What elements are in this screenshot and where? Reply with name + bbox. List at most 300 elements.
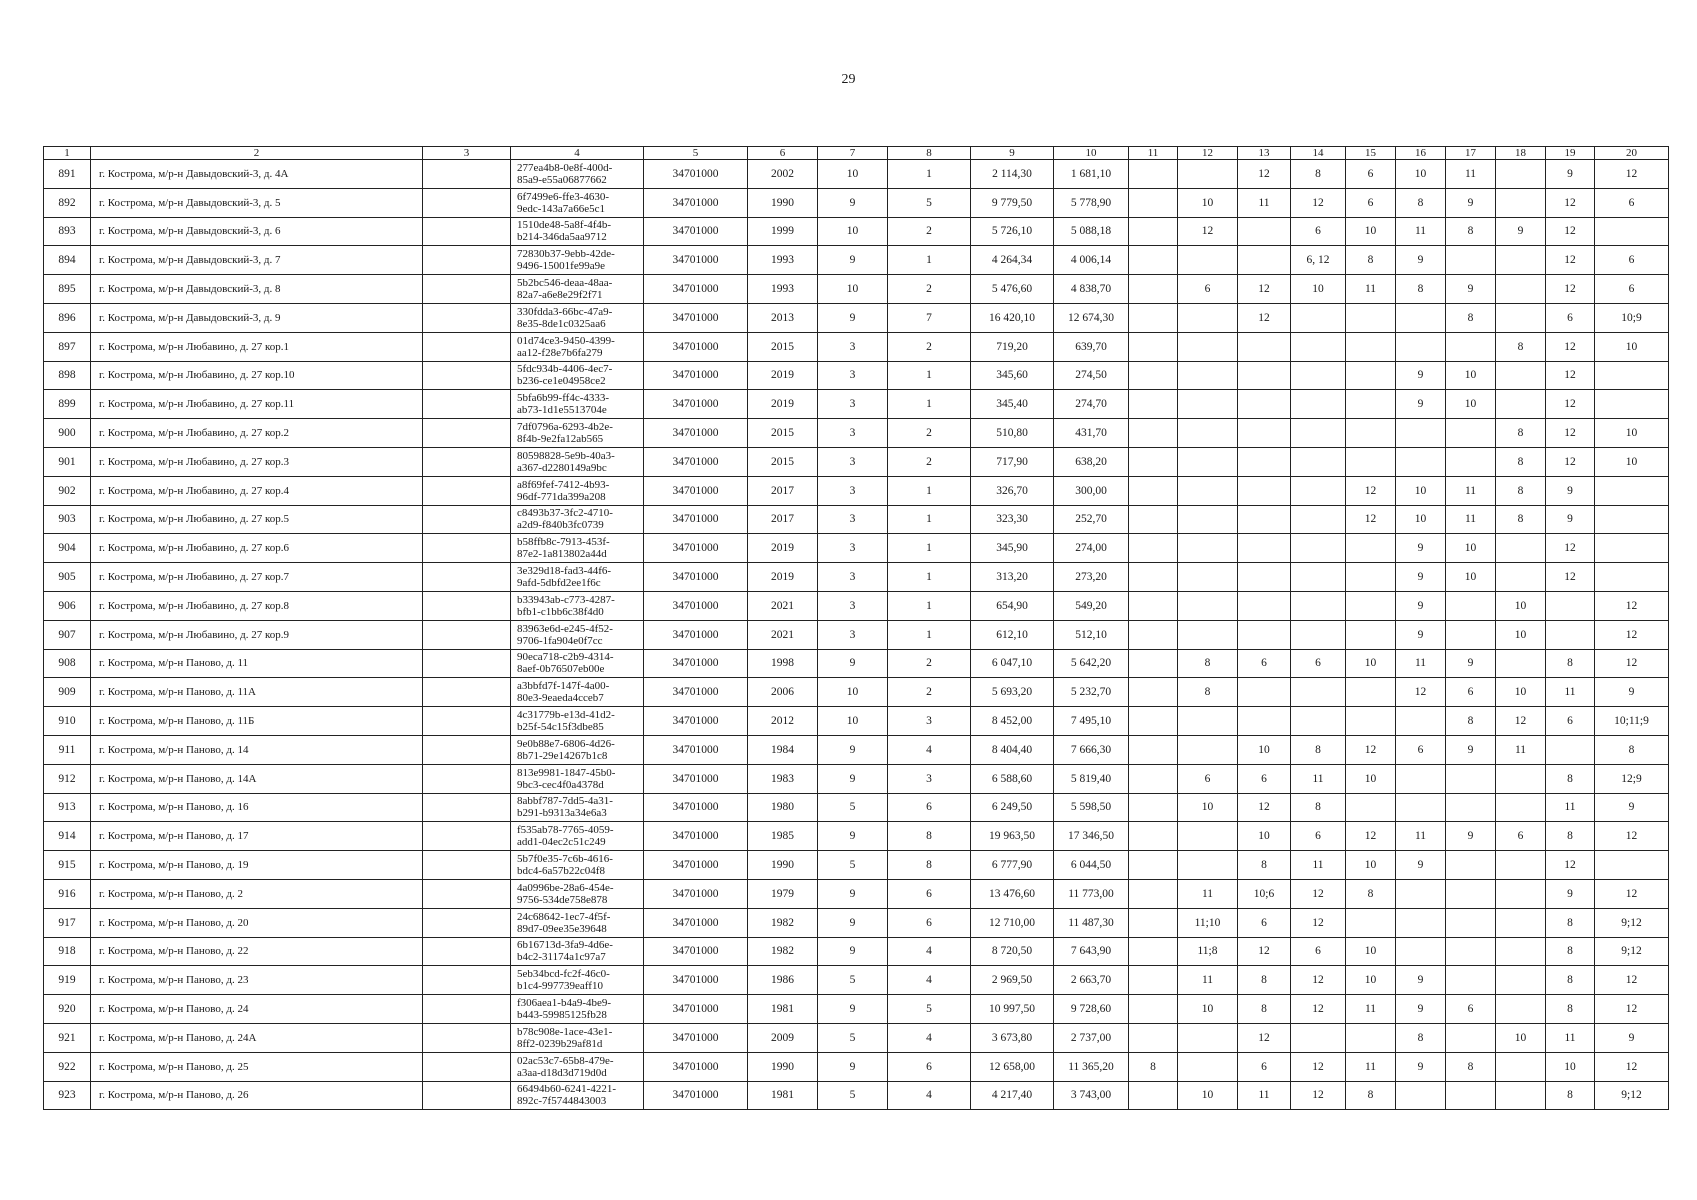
column-12-cell <box>1178 303 1238 332</box>
column-17-cell <box>1446 591 1496 620</box>
column-12-cell: 11 <box>1178 966 1238 995</box>
column-18-cell <box>1496 160 1546 189</box>
row-number: 919 <box>44 966 91 995</box>
address-cell: г. Кострома, м/р-н Паново, д. 17 <box>91 822 423 851</box>
column-17-cell: 9 <box>1446 188 1496 217</box>
guid-cell <box>511 851 644 880</box>
column-15-cell <box>1346 908 1396 937</box>
column-11-cell <box>1129 591 1178 620</box>
row-number: 902 <box>44 476 91 505</box>
column-14-cell <box>1291 620 1346 649</box>
table-row <box>44 217 1669 246</box>
column-15-cell <box>1346 447 1396 476</box>
floors-cell: 9 <box>818 879 888 908</box>
column-13-cell <box>1238 246 1291 275</box>
column-18-cell <box>1496 1081 1546 1110</box>
table-row <box>44 879 1669 908</box>
total-area-cell: 313,20 <box>971 563 1054 592</box>
column-16-cell: 8 <box>1396 275 1446 304</box>
guid-line: 4a0996be-28a6-454e- <box>517 881 614 894</box>
column-13-cell: 10 <box>1238 822 1291 851</box>
column-16-cell: 10 <box>1396 505 1446 534</box>
column-17-cell: 10 <box>1446 534 1496 563</box>
row-number: 897 <box>44 332 91 361</box>
column-16-cell: 9 <box>1396 995 1446 1024</box>
guid-cell <box>511 822 644 851</box>
total-area-cell: 323,30 <box>971 505 1054 534</box>
column-8-cell: 4 <box>888 937 971 966</box>
column-14-cell: 10 <box>1291 275 1346 304</box>
table-row <box>44 908 1669 937</box>
column-3-cell <box>423 563 511 592</box>
guid-line: 66494b60-6241-4221- <box>517 1083 616 1096</box>
guid-line: 277ea4b8-0e8f-400d- <box>517 161 613 174</box>
guid-line: 892c-7f5744843003 <box>517 1095 607 1108</box>
row-number: 907 <box>44 620 91 649</box>
total-area-cell: 8 404,40 <box>971 735 1054 764</box>
guid-line: 5fdc934b-4406-4ec7- <box>517 363 613 376</box>
column-18-cell <box>1496 303 1546 332</box>
guid-line: 02ac53c7-65b8-479e- <box>517 1054 614 1067</box>
guid-line: 6f7499e6-ffe3-4630- <box>517 190 610 203</box>
table-row <box>44 275 1669 304</box>
address-cell: г. Кострома, м/р-н Паново, д. 16 <box>91 793 423 822</box>
column-17-cell: 9 <box>1446 735 1496 764</box>
guid-line: a367-d2280149a9bc <box>517 461 607 474</box>
living-area-cell: 11 487,30 <box>1054 908 1129 937</box>
column-11-cell <box>1129 275 1178 304</box>
guid-cell <box>511 793 644 822</box>
address-cell: г. Кострома, м/р-н Паново, д. 22 <box>91 937 423 966</box>
living-area-cell: 5 598,50 <box>1054 793 1129 822</box>
row-number: 908 <box>44 649 91 678</box>
column-8-cell: 4 <box>888 966 971 995</box>
column-11-cell <box>1129 1023 1178 1052</box>
year-cell: 1982 <box>748 908 818 937</box>
total-area-cell: 326,70 <box>971 476 1054 505</box>
oktmo-cell: 34701000 <box>644 217 748 246</box>
column-18-cell <box>1496 764 1546 793</box>
column-17-cell <box>1446 1023 1496 1052</box>
column-17-cell <box>1446 937 1496 966</box>
column-header-15: 15 <box>1346 147 1396 160</box>
column-8-cell: 1 <box>888 160 971 189</box>
address-cell: г. Кострома, м/р-н Любавино, д. 27 кор.5 <box>91 505 423 534</box>
floors-cell: 3 <box>818 620 888 649</box>
column-20-cell <box>1595 563 1669 592</box>
oktmo-cell: 34701000 <box>644 476 748 505</box>
column-11-cell <box>1129 390 1178 419</box>
column-12-cell <box>1178 332 1238 361</box>
column-11-cell <box>1129 160 1178 189</box>
row-number: 909 <box>44 678 91 707</box>
guid-line: ab73-1d1e5513704e <box>517 404 607 417</box>
column-20-cell: 9;12 <box>1595 908 1669 937</box>
column-19-cell: 12 <box>1546 361 1595 390</box>
column-8-cell: 2 <box>888 419 971 448</box>
column-13-cell <box>1238 332 1291 361</box>
column-8-cell: 2 <box>888 275 971 304</box>
column-19-cell: 12 <box>1546 275 1595 304</box>
column-11-cell <box>1129 332 1178 361</box>
column-11-cell <box>1129 563 1178 592</box>
floors-cell: 3 <box>818 563 888 592</box>
total-area-cell: 12 658,00 <box>971 1052 1054 1081</box>
guid-line: b1c4-997739eaff10 <box>517 980 603 993</box>
column-18-cell: 8 <box>1496 419 1546 448</box>
column-header-10: 10 <box>1054 147 1129 160</box>
oktmo-cell: 34701000 <box>644 764 748 793</box>
column-17-cell: 10 <box>1446 390 1496 419</box>
column-20-cell: 6 <box>1595 275 1669 304</box>
total-area-cell: 6 777,90 <box>971 851 1054 880</box>
guid-line: 90eca718-c2b9-4314- <box>517 651 614 664</box>
column-13-cell: 12 <box>1238 1023 1291 1052</box>
column-8-cell: 2 <box>888 649 971 678</box>
column-13-cell: 8 <box>1238 995 1291 1024</box>
table-row <box>44 1023 1669 1052</box>
column-3-cell <box>423 447 511 476</box>
oktmo-cell: 34701000 <box>644 822 748 851</box>
column-15-cell: 10 <box>1346 764 1396 793</box>
column-15-cell: 12 <box>1346 505 1396 534</box>
column-8-cell: 1 <box>888 505 971 534</box>
column-17-cell: 11 <box>1446 160 1496 189</box>
living-area-cell: 252,70 <box>1054 505 1129 534</box>
column-19-cell: 12 <box>1546 390 1595 419</box>
address-cell: г. Кострома, м/р-н Любавино, д. 27 кор.6 <box>91 534 423 563</box>
row-number: 916 <box>44 879 91 908</box>
table-row <box>44 620 1669 649</box>
column-3-cell <box>423 303 511 332</box>
year-cell: 1982 <box>748 937 818 966</box>
column-16-cell <box>1396 793 1446 822</box>
column-16-cell: 8 <box>1396 188 1446 217</box>
page-number: 29 <box>841 72 856 87</box>
column-20-cell: 12 <box>1595 591 1669 620</box>
row-number: 891 <box>44 160 91 189</box>
column-12-cell <box>1178 447 1238 476</box>
column-14-cell: 6, 12 <box>1291 246 1346 275</box>
column-3-cell <box>423 332 511 361</box>
oktmo-cell: 34701000 <box>644 361 748 390</box>
table-row <box>44 735 1669 764</box>
total-area-cell: 5 476,60 <box>971 275 1054 304</box>
column-8-cell: 2 <box>888 332 971 361</box>
column-3-cell <box>423 217 511 246</box>
column-8-cell: 1 <box>888 246 971 275</box>
column-header-2: 2 <box>91 147 423 160</box>
year-cell: 2015 <box>748 447 818 476</box>
guid-line: a2d9-f840b3fc0739 <box>517 519 604 532</box>
living-area-cell: 7 643,90 <box>1054 937 1129 966</box>
column-15-cell <box>1346 419 1396 448</box>
row-number: 903 <box>44 505 91 534</box>
column-19-cell: 11 <box>1546 678 1595 707</box>
column-14-cell <box>1291 303 1346 332</box>
column-17-cell: 6 <box>1446 678 1496 707</box>
guid-line: b291-b9313a34e6a3 <box>517 807 607 820</box>
floors-cell: 9 <box>818 995 888 1024</box>
column-header-19: 19 <box>1546 147 1595 160</box>
guid-cell <box>511 908 644 937</box>
column-16-cell <box>1396 419 1446 448</box>
column-16-cell: 9 <box>1396 1052 1446 1081</box>
column-20-cell: 12 <box>1595 822 1669 851</box>
guid-line: 9756-534de758e878 <box>517 893 608 906</box>
column-14-cell: 8 <box>1291 793 1346 822</box>
column-17-cell <box>1446 764 1496 793</box>
column-20-cell <box>1595 361 1669 390</box>
column-16-cell: 9 <box>1396 390 1446 419</box>
column-14-cell <box>1291 361 1346 390</box>
total-area-cell: 16 420,10 <box>971 303 1054 332</box>
column-11-cell <box>1129 303 1178 332</box>
column-17-cell: 10 <box>1446 563 1496 592</box>
column-8-cell: 1 <box>888 390 971 419</box>
column-18-cell <box>1496 649 1546 678</box>
column-12-cell: 11 <box>1178 879 1238 908</box>
year-cell: 1981 <box>748 995 818 1024</box>
column-13-cell <box>1238 707 1291 736</box>
guid-cell <box>511 160 644 189</box>
column-14-cell: 8 <box>1291 160 1346 189</box>
row-number: 917 <box>44 908 91 937</box>
column-14-cell: 12 <box>1291 908 1346 937</box>
total-area-cell: 13 476,60 <box>971 879 1054 908</box>
guid-cell <box>511 764 644 793</box>
row-number: 920 <box>44 995 91 1024</box>
column-14-cell: 6 <box>1291 822 1346 851</box>
column-15-cell: 10 <box>1346 649 1396 678</box>
column-14-cell <box>1291 591 1346 620</box>
floors-cell: 5 <box>818 793 888 822</box>
guid-cell <box>511 476 644 505</box>
guid-line: 8aef-0b76507eb00e <box>517 663 605 676</box>
column-19-cell: 12 <box>1546 447 1595 476</box>
column-18-cell <box>1496 246 1546 275</box>
table-row <box>44 361 1669 390</box>
row-number: 911 <box>44 735 91 764</box>
year-cell: 2019 <box>748 390 818 419</box>
column-19-cell: 8 <box>1546 649 1595 678</box>
guid-line: 24c68642-1ec7-4f5f- <box>517 910 611 923</box>
year-cell: 1990 <box>748 188 818 217</box>
column-17-cell: 11 <box>1446 505 1496 534</box>
column-3-cell <box>423 505 511 534</box>
floors-cell: 3 <box>818 447 888 476</box>
column-20-cell: 9 <box>1595 793 1669 822</box>
year-cell: 2019 <box>748 361 818 390</box>
address-cell: г. Кострома, м/р-н Давыдовский-3, д. 4А <box>91 160 423 189</box>
guid-cell <box>511 303 644 332</box>
floors-cell: 5 <box>818 851 888 880</box>
column-3-cell <box>423 188 511 217</box>
column-20-cell: 12 <box>1595 620 1669 649</box>
guid-line: 85a9-e55a06877662 <box>517 173 607 186</box>
row-number: 894 <box>44 246 91 275</box>
column-13-cell: 12 <box>1238 303 1291 332</box>
year-cell: 1990 <box>748 851 818 880</box>
column-14-cell <box>1291 505 1346 534</box>
column-3-cell <box>423 879 511 908</box>
column-13-cell: 12 <box>1238 937 1291 966</box>
living-area-cell: 12 674,30 <box>1054 303 1129 332</box>
column-14-cell <box>1291 707 1346 736</box>
column-18-cell: 12 <box>1496 707 1546 736</box>
column-20-cell: 6 <box>1595 188 1669 217</box>
guid-cell <box>511 217 644 246</box>
table-row <box>44 246 1669 275</box>
column-17-cell <box>1446 332 1496 361</box>
column-18-cell <box>1496 851 1546 880</box>
column-18-cell: 9 <box>1496 217 1546 246</box>
guid-cell <box>511 879 644 908</box>
table-row <box>44 649 1669 678</box>
column-8-cell: 1 <box>888 361 971 390</box>
guid-cell <box>511 1052 644 1081</box>
column-3-cell <box>423 764 511 793</box>
column-11-cell <box>1129 908 1178 937</box>
column-17-cell: 8 <box>1446 217 1496 246</box>
year-cell: 1984 <box>748 735 818 764</box>
column-19-cell: 9 <box>1546 505 1595 534</box>
column-header-18: 18 <box>1496 147 1546 160</box>
column-8-cell: 2 <box>888 217 971 246</box>
column-header-8: 8 <box>888 147 971 160</box>
guid-line: b4c2-31174a1c97a7 <box>517 951 606 964</box>
column-3-cell <box>423 1052 511 1081</box>
oktmo-cell: 34701000 <box>644 275 748 304</box>
column-14-cell: 11 <box>1291 851 1346 880</box>
address-cell: г. Кострома, м/р-н Любавино, д. 27 кор.10 <box>91 361 423 390</box>
guid-cell <box>511 419 644 448</box>
column-20-cell: 6 <box>1595 246 1669 275</box>
row-number: 904 <box>44 534 91 563</box>
guid-line: 72830b37-9ebb-42de- <box>517 248 615 261</box>
oktmo-cell: 34701000 <box>644 908 748 937</box>
column-20-cell: 10 <box>1595 447 1669 476</box>
guid-line: 330fdda3-66bc-47a9- <box>517 305 613 318</box>
guid-line: 01d74ce3-9450-4399- <box>517 334 615 347</box>
guid-line: 8b71-29e14267b1c8 <box>517 749 608 762</box>
oktmo-cell: 34701000 <box>644 332 748 361</box>
table-row <box>44 390 1669 419</box>
year-cell: 2017 <box>748 476 818 505</box>
column-19-cell: 9 <box>1546 476 1595 505</box>
floors-cell: 3 <box>818 419 888 448</box>
column-15-cell <box>1346 303 1396 332</box>
total-area-cell: 345,90 <box>971 534 1054 563</box>
column-11-cell <box>1129 678 1178 707</box>
column-header-1: 1 <box>44 147 91 160</box>
column-19-cell: 8 <box>1546 822 1595 851</box>
year-cell: 1979 <box>748 879 818 908</box>
living-area-cell: 6 044,50 <box>1054 851 1129 880</box>
column-12-cell <box>1178 390 1238 419</box>
year-cell: 2009 <box>748 1023 818 1052</box>
column-20-cell: 9 <box>1595 678 1669 707</box>
column-20-cell: 9;12 <box>1595 1081 1669 1110</box>
column-18-cell <box>1496 361 1546 390</box>
floors-cell: 9 <box>818 1052 888 1081</box>
column-17-cell <box>1446 246 1496 275</box>
living-area-cell: 4 838,70 <box>1054 275 1129 304</box>
column-14-cell <box>1291 390 1346 419</box>
column-16-cell: 9 <box>1396 966 1446 995</box>
row-number: 918 <box>44 937 91 966</box>
oktmo-cell: 34701000 <box>644 851 748 880</box>
total-area-cell: 510,80 <box>971 419 1054 448</box>
year-cell: 1986 <box>748 966 818 995</box>
column-15-cell <box>1346 332 1396 361</box>
column-3-cell <box>423 1081 511 1110</box>
column-11-cell <box>1129 735 1178 764</box>
column-13-cell: 12 <box>1238 160 1291 189</box>
column-19-cell <box>1546 735 1595 764</box>
row-number: 905 <box>44 563 91 592</box>
year-cell: 1998 <box>748 649 818 678</box>
column-20-cell <box>1595 505 1669 534</box>
guid-cell <box>511 275 644 304</box>
column-3-cell <box>423 735 511 764</box>
total-area-cell: 19 963,50 <box>971 822 1054 851</box>
column-17-cell <box>1446 851 1496 880</box>
column-14-cell <box>1291 563 1346 592</box>
column-3-cell <box>423 361 511 390</box>
year-cell: 2013 <box>748 303 818 332</box>
column-header-14: 14 <box>1291 147 1346 160</box>
column-11-cell <box>1129 534 1178 563</box>
oktmo-cell: 34701000 <box>644 649 748 678</box>
living-area-cell: 5 088,18 <box>1054 217 1129 246</box>
column-18-cell <box>1496 937 1546 966</box>
year-cell: 1985 <box>748 822 818 851</box>
living-area-cell: 431,70 <box>1054 419 1129 448</box>
guid-line: 3e329d18-fad3-44f6- <box>517 565 612 578</box>
column-8-cell: 2 <box>888 678 971 707</box>
address-cell: г. Кострома, м/р-н Любавино, д. 27 кор.2 <box>91 419 423 448</box>
guid-line: 9edc-143a7a66e5c1 <box>517 202 605 215</box>
column-14-cell <box>1291 419 1346 448</box>
year-cell: 1983 <box>748 764 818 793</box>
column-15-cell <box>1346 793 1396 822</box>
column-18-cell: 11 <box>1496 735 1546 764</box>
guid-line: 89d7-09ee35e39648 <box>517 922 607 935</box>
floors-cell: 9 <box>818 735 888 764</box>
column-20-cell: 12;9 <box>1595 764 1669 793</box>
column-17-cell: 9 <box>1446 275 1496 304</box>
guid-line: f535ab78-7765-4059- <box>517 824 614 837</box>
address-cell: г. Кострома, м/р-н Паново, д. 11А <box>91 678 423 707</box>
floors-cell: 9 <box>818 188 888 217</box>
column-19-cell: 11 <box>1546 793 1595 822</box>
address-cell: г. Кострома, м/р-н Давыдовский-3, д. 7 <box>91 246 423 275</box>
column-15-cell: 8 <box>1346 246 1396 275</box>
column-12-cell: 10 <box>1178 188 1238 217</box>
column-16-cell: 9 <box>1396 563 1446 592</box>
address-cell: г. Кострома, м/р-н Давыдовский-3, д. 5 <box>91 188 423 217</box>
column-11-cell <box>1129 188 1178 217</box>
column-20-cell: 12 <box>1595 649 1669 678</box>
column-14-cell <box>1291 678 1346 707</box>
column-20-cell <box>1595 217 1669 246</box>
row-number: 906 <box>44 591 91 620</box>
floors-cell: 3 <box>818 505 888 534</box>
column-15-cell: 10 <box>1346 851 1396 880</box>
column-19-cell: 6 <box>1546 707 1595 736</box>
address-cell: г. Кострома, м/р-н Паново, д. 20 <box>91 908 423 937</box>
